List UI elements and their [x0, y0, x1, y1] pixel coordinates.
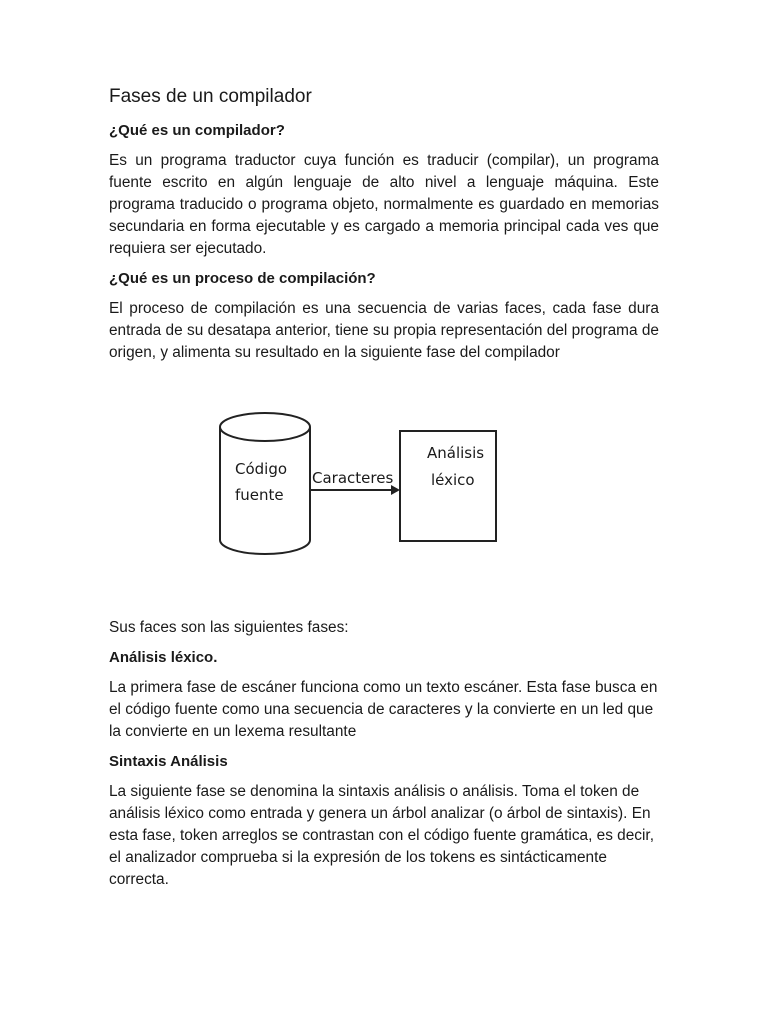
paragraph-compilation-process: El proceso de compilación es una secuencia de varias faces, cada fase dura entrada de su desatapa anterior, tiene su propia representación del programa de origen, y alimenta su resultado en la siguiente fase del compilador [109, 300, 659, 361]
source-label-line2: fuente [235, 486, 284, 504]
heading-what-is-compiler: ¿Qué es un compilador? [109, 122, 285, 139]
heading-compilation-process: ¿Qué es un proceso de compilación? [109, 270, 376, 287]
document-title: Fases de un compilador [109, 86, 312, 107]
target-label-line1: Análisis [427, 444, 485, 462]
compiler-diagram-svg [109, 372, 659, 617]
phases-intro: Sus faces son las siguientes fases: [109, 619, 349, 636]
heading-lexical-analysis: Análisis léxico. [109, 649, 218, 666]
paragraph-syntax-analysis: La siguiente fase se denomina la sintaxis análisis o análisis. Toma el token de análisis léxico como entrada y genera un árbol analizar (o árbol de sintaxis). En esta fase, token arreglos se contrastan con el código fuente gramática, es decir, el analizador comprueba si la expresión de los tokens es sintácticamente correcta. [109, 783, 654, 888]
paragraph-lexical-analysis: La primera fase de escáner funciona como un texto escáner. Esta fase busca en el código fuente como una secuencia de caracteres y la convierte en un led que la convierte en un lexema resultante [109, 679, 658, 740]
target-label-line2: léxico [431, 471, 475, 489]
paragraph-compiler-definition: Es un programa traductor cuya función es traducir (compilar), un programa fuente escrito en algún lenguaje de alto nivel a lenguaje máquina. Este programa traducido o programa objeto, normalmente es guardado en memorias secundaria en forma ejecutable y es cargado a memoria principal cada ves que requiera ser ejecutado. [109, 152, 659, 257]
source-code-cylinder [220, 413, 310, 554]
source-label-line1: Código [235, 460, 288, 478]
arrow-label: Caracteres [312, 469, 394, 487]
compiler-diagram [109, 372, 659, 617]
heading-syntax-analysis: Sintaxis Análisis [109, 753, 228, 770]
document-page [109, 84, 659, 899]
